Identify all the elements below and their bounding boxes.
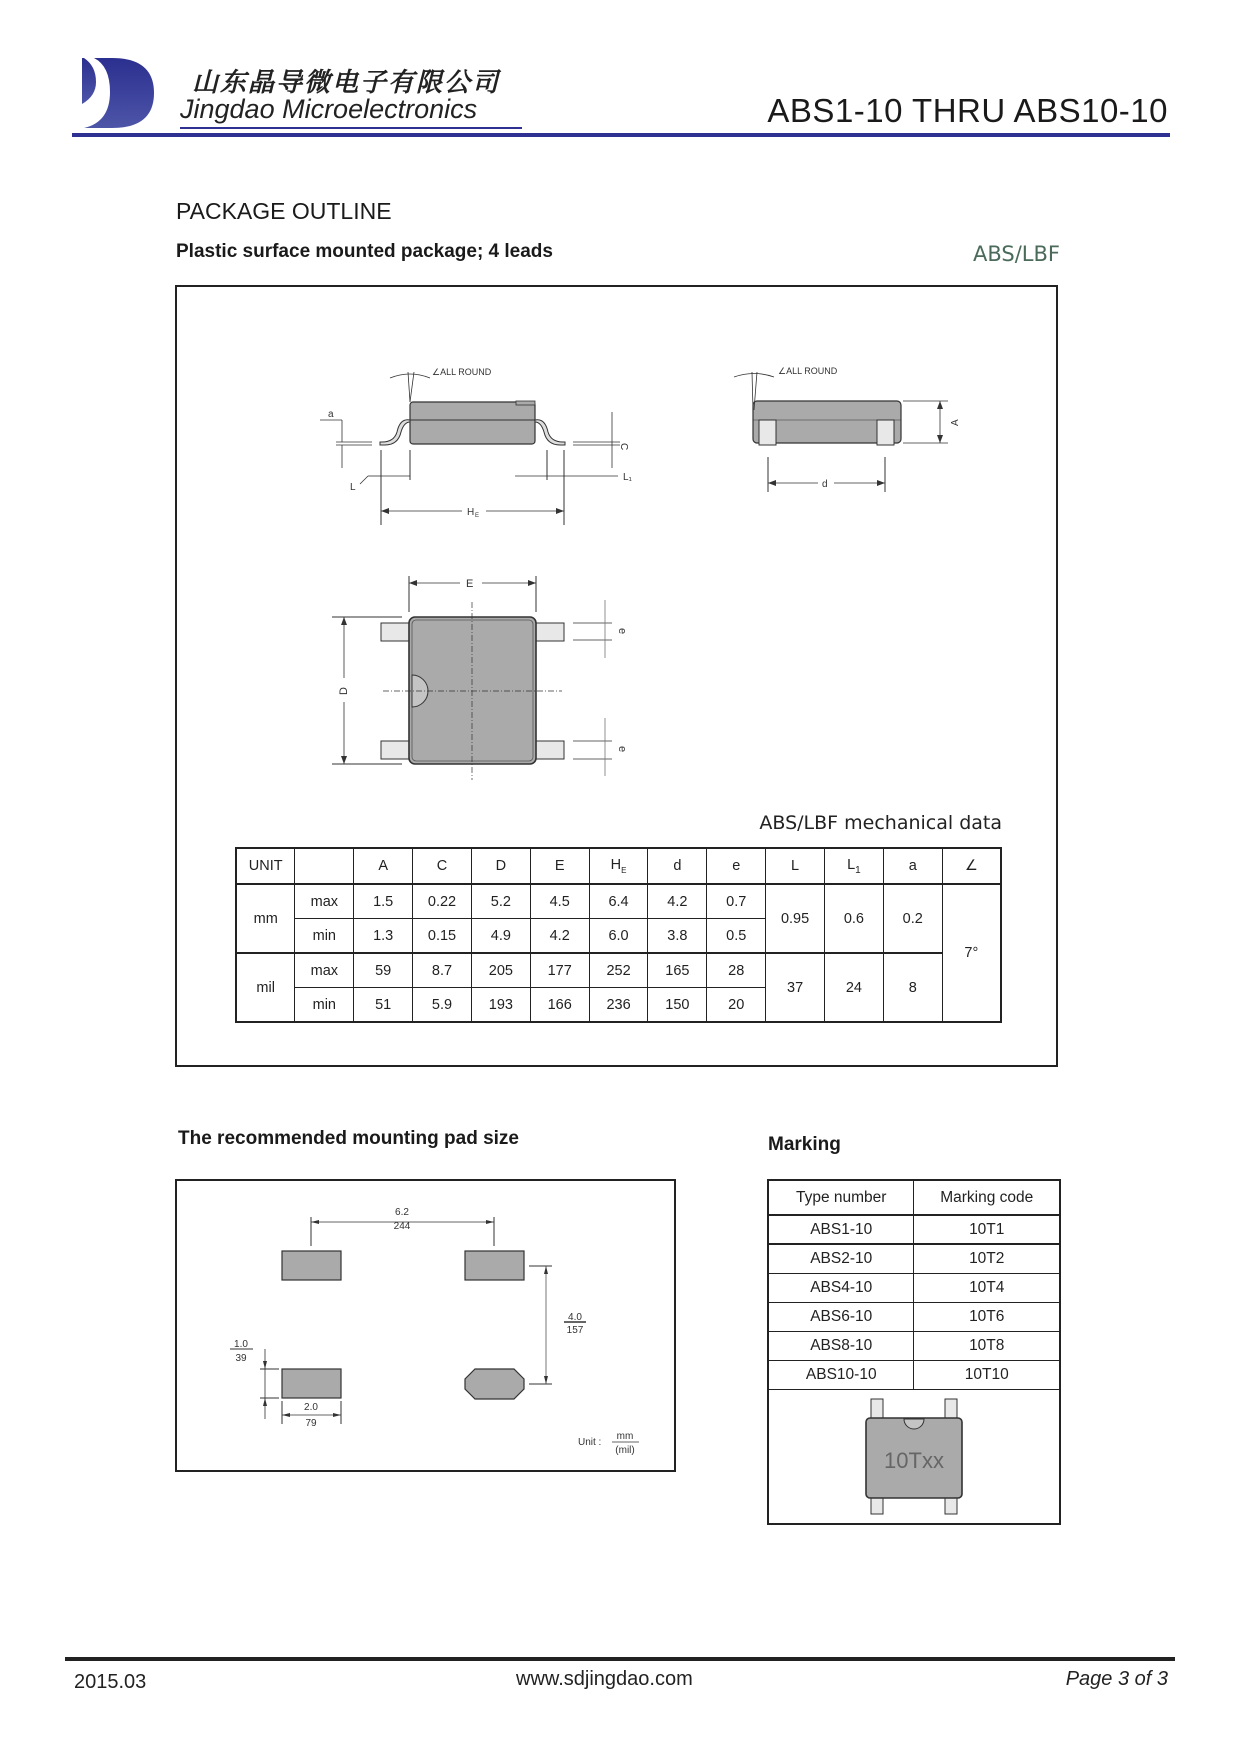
- row-label-min: min: [295, 988, 354, 1023]
- row-label-max: max: [295, 884, 354, 919]
- svg-text:mm: mm: [616, 1431, 634, 1442]
- svg-text:E: E: [466, 578, 474, 590]
- cell: 4.2: [648, 884, 707, 919]
- svg-text:A: A: [950, 419, 961, 426]
- header-HE: $H_E$: [589, 848, 648, 884]
- header-a: a: [883, 848, 942, 884]
- cell: 51: [354, 988, 413, 1023]
- company-logo: [80, 56, 156, 130]
- cell: 6.0: [589, 919, 648, 954]
- cell-code: 10T10: [914, 1360, 1060, 1389]
- marking-illustration-cell: [768, 1389, 1060, 1524]
- cell: 6.4: [589, 884, 648, 919]
- footer-date: 2015.03: [74, 1671, 147, 1693]
- header-angle: ∠: [942, 848, 1001, 884]
- svg-text:4.0: 4.0: [568, 1312, 582, 1323]
- header-rule: [72, 133, 1170, 137]
- header-D: D: [471, 848, 530, 884]
- cell: 8.7: [413, 953, 472, 988]
- cell: 20: [707, 988, 766, 1023]
- cell: 177: [530, 953, 589, 988]
- header-L: L: [766, 848, 825, 884]
- section-title-mounting-pad: The recommended mounting pad size: [178, 1128, 519, 1149]
- end-view-drawing: [720, 350, 970, 500]
- table-row: [768, 1273, 1060, 1302]
- svg-text:1.0: 1.0: [234, 1339, 248, 1350]
- cell: 236: [589, 988, 648, 1023]
- cell: 5.9: [413, 988, 472, 1023]
- svg-text:244: 244: [393, 1221, 411, 1232]
- header-d: d: [648, 848, 707, 884]
- svg-text:2.0: 2.0: [304, 1402, 318, 1413]
- cell: 193: [471, 988, 530, 1023]
- cell: 59: [354, 953, 413, 988]
- header-type-number: Type number: [768, 1180, 914, 1215]
- row-label-min: min: [295, 919, 354, 954]
- package-code: ABS/LBF: [973, 242, 1060, 266]
- footer-rule: [65, 1657, 1175, 1661]
- svg-text:∠ALL ROUND: ∠ALL ROUND: [432, 367, 492, 377]
- cell-L1-mm: 0.6: [825, 884, 884, 953]
- cell: 166: [530, 988, 589, 1023]
- section-title-package-outline: PACKAGE OUTLINE: [176, 198, 392, 224]
- svg-text:e: e: [616, 628, 628, 635]
- cell-type: ABS2-10: [768, 1244, 914, 1273]
- table-row: [768, 1244, 1060, 1273]
- header-marking-code: Marking code: [914, 1180, 1060, 1215]
- table-row: [768, 1302, 1060, 1331]
- marking-header-row: [768, 1180, 1060, 1215]
- svg-text:d: d: [822, 479, 828, 490]
- section-title-marking: Marking: [768, 1134, 841, 1155]
- company-name-cn: 山东晶导微电子有限公司: [192, 67, 501, 97]
- cell: 4.5: [530, 884, 589, 919]
- table-row: [768, 1331, 1060, 1360]
- cell-code: 10T2: [914, 1244, 1060, 1273]
- table-row: [236, 884, 1001, 919]
- header-E: E: [530, 848, 589, 884]
- svg-text:C: C: [618, 443, 629, 451]
- footer-page-number: Page 3 of 3: [1065, 1668, 1168, 1690]
- chip-marking-icon: [854, 1394, 974, 1519]
- svg-text:D: D: [338, 687, 350, 695]
- cell: 1.5: [354, 884, 413, 919]
- svg-text:L: L: [350, 482, 356, 493]
- cell-code: 10T8: [914, 1331, 1060, 1360]
- cell: 0.15: [413, 919, 472, 954]
- header-L1: $L_1$: [825, 848, 884, 884]
- cell-type: ABS1-10: [768, 1215, 914, 1244]
- svg-text:6.2: 6.2: [395, 1207, 409, 1218]
- cell: 0.7: [707, 884, 766, 919]
- cell: 165: [648, 953, 707, 988]
- svg-text:H: H: [467, 507, 475, 518]
- company-name-en: Jingdao Microelectronics: [180, 94, 478, 124]
- svg-text:(mil): (mil): [615, 1445, 635, 1456]
- header-C: C: [413, 848, 472, 884]
- unit-mm: mm: [236, 884, 295, 953]
- cell: 5.2: [471, 884, 530, 919]
- table-row: [236, 953, 1001, 988]
- side-view-drawing: [290, 350, 660, 530]
- svg-text:79: 79: [305, 1418, 317, 1429]
- cell: 0.5: [707, 919, 766, 954]
- svg-text:∠ALL ROUND: ∠ALL ROUND: [778, 366, 838, 376]
- unit-mil: mil: [236, 953, 295, 1022]
- cell-L1-mil: 24: [825, 953, 884, 1022]
- header-unit: UNIT: [236, 848, 295, 884]
- mounting-pad-drawing: [175, 1179, 676, 1472]
- svg-text:39: 39: [235, 1353, 247, 1364]
- cell-type: ABS4-10: [768, 1273, 914, 1302]
- cell-code: 10T4: [914, 1273, 1060, 1302]
- marking-illustration-row: [768, 1389, 1060, 1524]
- cell: 4.9: [471, 919, 530, 954]
- cell-code: 10T1: [914, 1215, 1060, 1244]
- cell: 0.22: [413, 884, 472, 919]
- cell-L-mm: 0.95: [766, 884, 825, 953]
- table-row: [768, 1215, 1060, 1244]
- svg-text:Unit :: Unit :: [578, 1437, 602, 1448]
- package-subtitle: Plastic surface mounted package; 4 leads: [176, 241, 553, 262]
- cell: 252: [589, 953, 648, 988]
- svg-text:e: e: [616, 746, 628, 753]
- svg-text:a: a: [328, 409, 334, 420]
- cell-type: ABS8-10: [768, 1331, 914, 1360]
- cell: 205: [471, 953, 530, 988]
- mechanical-data-caption: ABS/LBF mechanical data: [759, 812, 1002, 834]
- cell-a-mm: 0.2: [883, 884, 942, 953]
- logo-underline: [180, 127, 522, 129]
- cell-L-mil: 37: [766, 953, 825, 1022]
- cell: 28: [707, 953, 766, 988]
- header-A: A: [354, 848, 413, 884]
- svg-text:L₁: L₁: [623, 472, 632, 483]
- cell: 4.2: [530, 919, 589, 954]
- table-row: [768, 1360, 1060, 1389]
- svg-text:10Txx: 10Txx: [884, 1447, 944, 1473]
- document-title: ABS1-10 THRU ABS10-10: [767, 92, 1168, 129]
- svg-text:157: 157: [566, 1325, 584, 1336]
- cell: 150: [648, 988, 707, 1023]
- footer-website[interactable]: www.sdjingdao.com: [516, 1668, 693, 1690]
- logo-d-icon: [80, 56, 156, 130]
- cell-angle: 7°: [942, 884, 1001, 1022]
- cell-type: ABS10-10: [768, 1360, 914, 1389]
- cell: 1.3: [354, 919, 413, 954]
- mechanical-data-table: [235, 847, 1002, 1023]
- cell-code: 10T6: [914, 1302, 1060, 1331]
- top-view-drawing: [320, 560, 650, 780]
- header-blank: [295, 848, 354, 884]
- cell-type: ABS6-10: [768, 1302, 914, 1331]
- svg-text:E: E: [475, 513, 480, 519]
- marking-table: [767, 1179, 1061, 1525]
- header-e: e: [707, 848, 766, 884]
- row-label-max: max: [295, 953, 354, 988]
- table-header-row: [236, 848, 1001, 884]
- cell: 3.8: [648, 919, 707, 954]
- cell-a-mil: 8: [883, 953, 942, 1022]
